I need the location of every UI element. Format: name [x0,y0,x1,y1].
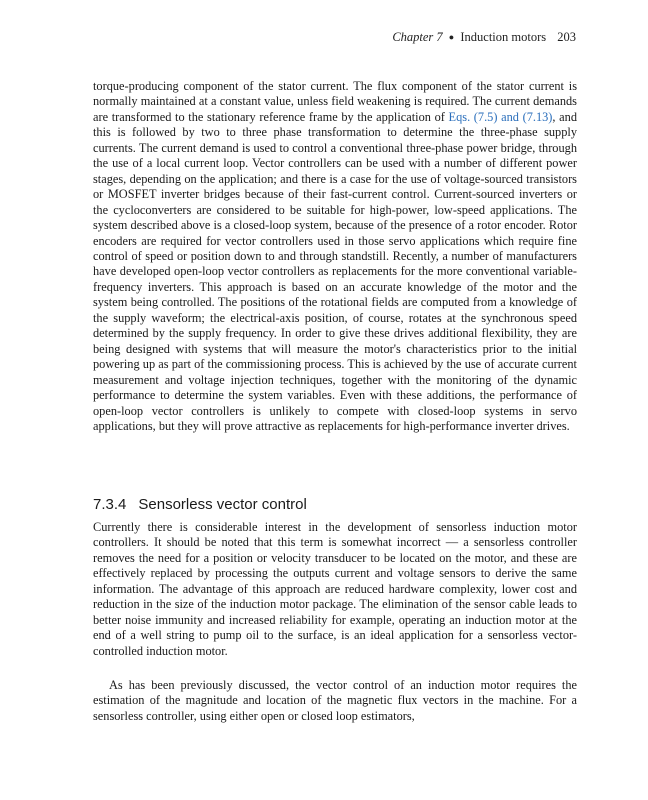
chapter-title: Induction motors [460,30,547,44]
page-number: 203 [557,30,576,44]
paragraph-1-text-b: , and this is followed by two to three phase transformation to determine the three-phase supply currents. The current demand is used to control a conventional three-phase power bridge, through the use of a local current loop. Vector controllers can be used with a number of different power stages, depending on the application; and there is a case for the use of voltage-sourced transistors or MOSFET inverter bridges because of their fast-current control. Current-sourced inverters or the cycloconverters are considered to be suitable for high-power, low-speed applications. The system described above is a closed-loop system, because of the presence of a rotor encoder. Rotor encoders are required for vector controllers used in those servo applications which require fine control of speed or position down to and through standstill. Recently, a number of manufacturers have developed open-loop vector controllers as replacements for the more conventional variable-frequency inverters. This approach is based on an accurate knowledge of the motor and the system being controlled. The positions of the rotational fields are computed from a knowledge of the supply waveform; the electrical-axis position, of course, rotates at the synchronous speed determined by the supply frequency. In order to give these drives additional flexibility, they are being designed with systems that will measure the motor's characteristics prior to the initial powering up as part of the commissioning process. This is achieved by the use of accurate current measurement and voltage injection techniques, together with the monitoring of the dynamic performance to determine the system variables. Even with these additions, the performance of open-loop vector controllers is unlikely to compete with closed-loop systems in servo applications, but they will prove attractive as replacements for high-performance inverter drives. [93,109,577,433]
paragraph-3 [93,678,577,724]
chapter-label: Chapter 7 [392,30,443,44]
paragraph-2 [93,520,577,659]
paragraph-3-text: As has been previously discussed, the vector control of an induction motor requires the estimation of the magnitude and location of the magnetic flux vectors in the machine. For a sensorless controller, using either open or closed loop estimators, [93,678,577,723]
bullet-separator-icon: ● [448,32,455,42]
section-heading [93,496,307,513]
section-number: 7.3.4 [93,496,127,513]
section-title: Sensorless vector control [138,496,307,513]
equation-reference-link[interactable]: Eqs. (7.5) and (7.13) [448,109,553,124]
paragraph-2-text: Currently there is considerable interest in the development of sensorless induction motor controllers. It should be noted that this term is somewhat incorrect — a sensorless controller removes the need for a position or velocity transducer to be located on the motor, and these are effectively replaced by processing the outputs current and voltage sensors to derive the same information. The advantage of this approach are reduced hardware complexity, lower cost and reduction in the size of the induction motor package. The elimination of the sensor cable leads to better noise immunity and increased reliability for example, operating an induction motor at the end of a well string to pump oil to the surface, is an ideal application for a sensorless vector-controlled induction motor. [93,520,577,658]
running-head [392,30,576,45]
paragraph-1-text-a: torque-producing component of the stator current. The flux component of the stator current is normally maintained at a constant value, unless field weakening is required. The current demands are transformed to the stationary reference frame by the application of [93,79,577,124]
paragraph-1 [93,79,577,434]
